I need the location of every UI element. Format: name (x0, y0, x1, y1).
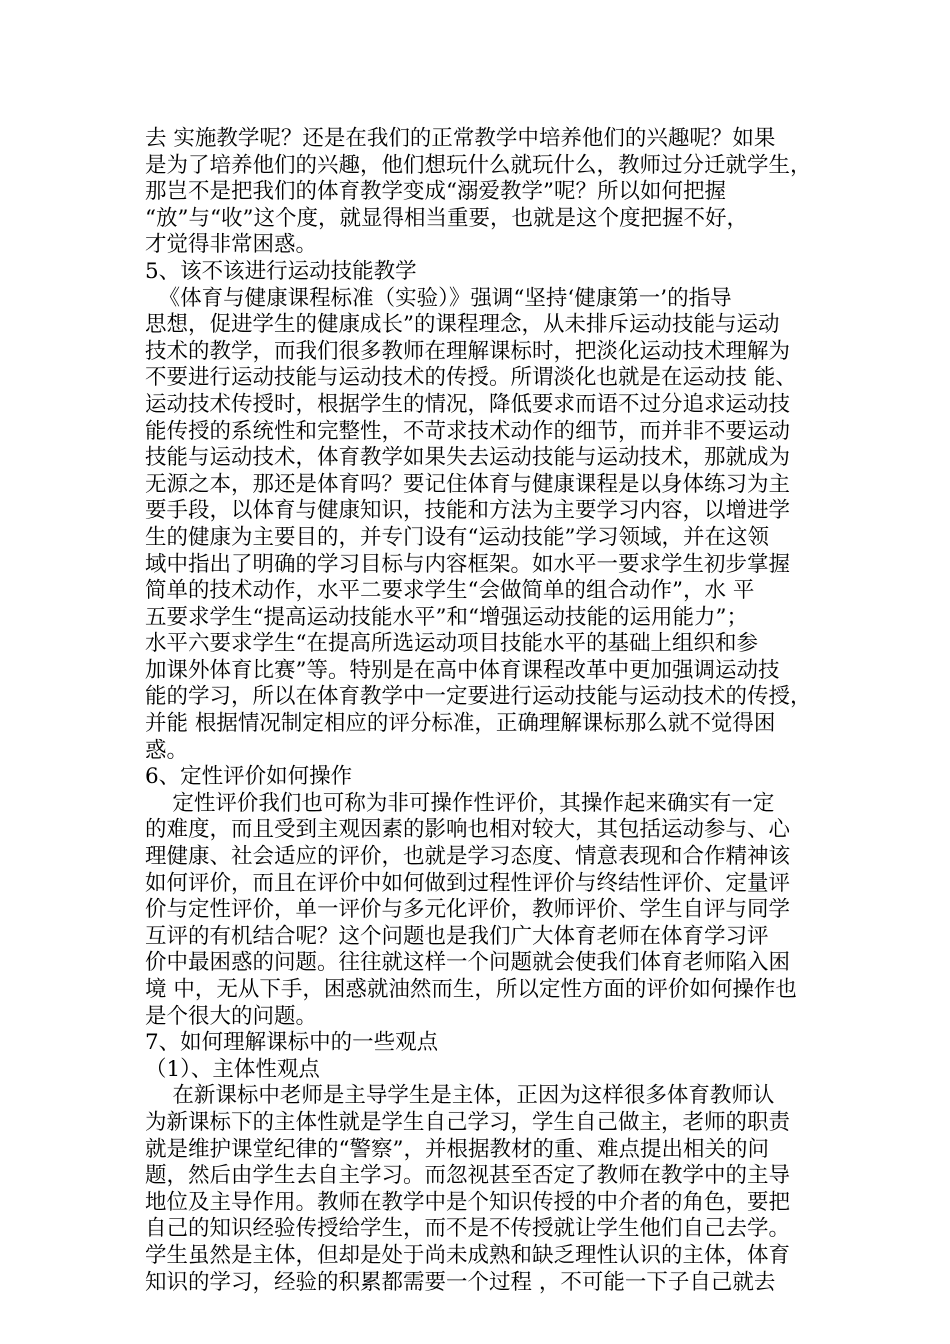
text-line: 就是维护课堂纪律的“警察”，并根据教材的重、难点提出相关的问 (145, 1136, 769, 1162)
text-line: 域中指出了明确的学习目标与内容框架。如水平一要求学生初步掌握 (145, 551, 791, 577)
text-line: 生的健康为主要目的，并专门设有“运动技能”学习领域，并在这领 (145, 524, 769, 550)
text-line: 理健康、社会适应的评价，也就是学习态度、情意表现和合作精神该 (145, 844, 791, 870)
text-line: 如何评价，而且在评价中如何做到过程性评价与终结性评价、定量评 (145, 870, 791, 896)
text-line: 地位及主导作用。教师在教学中是个知识传授的中介者的角色，要把 (145, 1189, 791, 1215)
text-line: 自己的知识经验传授给学生，而不是不传授就让学生他们自己去学。 (145, 1216, 791, 1242)
text-line: 无源之本，那还是体育吗？要记住体育与健康课程是以身体练习为主 (145, 471, 791, 497)
text-line: 简单的技术动作，水平二要求学生“会做简单的组合动作”，水 平 (145, 578, 755, 604)
text-line: 并能 根据情况制定相应的评分标准，正确理解课标那么就不觉得困 (145, 711, 776, 737)
text-line: 运动技术传授时，根据学生的情况，降低要求而语不过分追求运动技 (145, 391, 791, 417)
text-line: 思想，促进学生的健康成长”的课程理念，从未排斥运动技能与运动 (145, 312, 780, 338)
text-line: 为新课标下的主体性就是学生自己学习，学生自己做主，老师的职责 (145, 1109, 791, 1135)
text-line: 能传授的系统性和完整性，不苛求技术动作的细节，而并非不要运动 (145, 418, 791, 444)
text-line: 互评的有机结合呢？这个问题也是我们广大体育老师在体育学习评 (145, 923, 769, 949)
text-line: 才觉得非常困惑。 (145, 232, 318, 258)
text-line: 6、定性评价如何操作 (145, 764, 353, 790)
text-line: 不要进行运动技能与运动技术的传授。所谓淡化也就是在运动技 能、 (145, 365, 797, 391)
document-body (145, 126, 817, 1296)
text-line: 题，然后由学生去自主学习。而忽视甚至否定了教师在教学中的主导 (145, 1163, 791, 1189)
text-line: （1）、主体性观点 (145, 1056, 320, 1082)
text-line: 价与定性评价，单一评价与多元化评价，教师评价、学生自评与同学 (145, 897, 791, 923)
text-line: 技术的教学，而我们很多教师在理解课标时，把淡化运动技术理解为 (145, 338, 791, 364)
text-line: 去 实施教学呢？还是在我们的正常教学中培养他们的兴趣呢？如果 (145, 126, 776, 151)
text-line: 学生虽然是主体，但却是处于尚未成熟和缺乏理性认识的主体，体育 (145, 1242, 791, 1268)
text-line: 境 中，无从下手，困惑就油然而生，所以定性方面的评价如何操作也 (145, 977, 797, 1002)
text-line: 水平六要求学生“在提高所选运动项目技能水平的基础上组织和参 (145, 631, 758, 657)
text-line: 是个很大的问题。 (145, 1003, 318, 1029)
text-line: 能的学习，所以在体育教学中一定要进行运动技能与运动技术的传授， (145, 684, 812, 710)
text-line: 7、如何理解课标中的一些观点 (145, 1030, 439, 1056)
text-line: 知识的学习，经验的积累都需要一个过程 ，不可能一下子自己就去 (145, 1269, 776, 1295)
text-line: 要手段，以体育与健康知识，技能和方法为主要学习内容，以增进学 (145, 498, 791, 524)
text-line: 的难度，而且受到主观因素的影响也相对较大，其包括运动参与、心 (145, 817, 791, 843)
text-line: 惑。 (145, 737, 189, 763)
text-line: 《体育与健康课程标准（实验）》强调“坚持‘健康第一’的指导 (145, 285, 732, 311)
text-line: “放”与“收”这个度，就显得相当重要，也就是这个度把握不好， (145, 205, 748, 231)
text-line: 5、该不该进行运动技能教学 (145, 258, 417, 284)
text-line: 技能与运动技术，体育教学如果失去运动技能与运动技术，那就成为 (145, 445, 791, 471)
text-line: 那岂不是把我们的体育教学变成“溺爱教学”呢？所以如何把握 (145, 179, 726, 205)
text-line: 定性评价我们也可称为非可操作性评价，其操作起来确实有一定 (145, 790, 775, 816)
text-line: 加课外体育比赛”等。特别是在高中体育课程改革中更加强调运动技 (145, 657, 780, 683)
text-line: 是为了培养他们的兴趣，他们想玩什么就玩什么，教师过分迁就学生， (145, 152, 812, 178)
text-line: 五要求学生“提高运动技能水平”和“增强运动技能的运用能力”； (145, 604, 748, 630)
text-line: 在新课标中老师是主导学生是主体，正因为这样很多体育教师认 (145, 1083, 775, 1109)
text-line: 价中最困惑的问题。往往就这样一个问题就会使我们体育老师陷入困 (145, 950, 791, 976)
